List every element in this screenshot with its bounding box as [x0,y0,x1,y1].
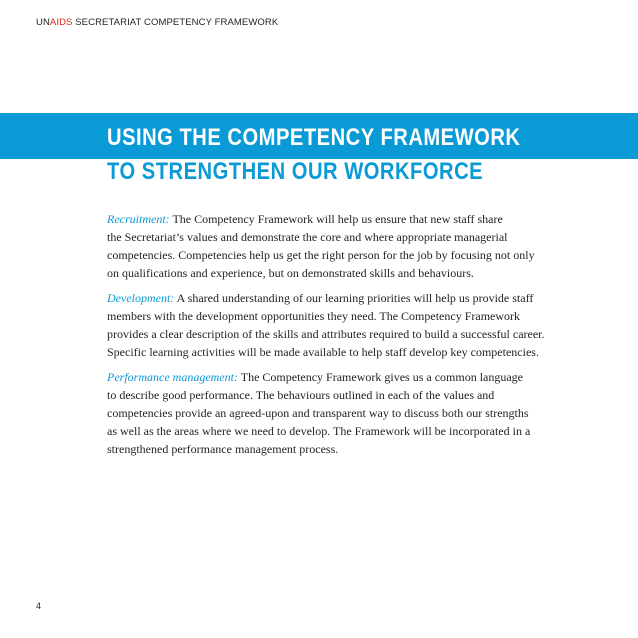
running-header [36,17,278,28]
paragraph-lead-recruitment: Recruitment: [107,212,170,226]
paragraph-text: The Competency Framework gives us a common language [237,370,524,384]
paragraph-development [107,289,545,361]
title-line-2: TO STRENGTHEN OUR WORKFORCE [107,158,484,185]
paragraph-line: Specific learning activities will be made available to help staff develop key competencies. [107,345,539,359]
paragraph-line: on qualifications and experience, but on demonstrated skills and behaviours. [107,266,474,280]
paragraph-line: as well as the areas where we need to develop. The Framework will be incorporated in a [107,424,531,438]
page-number: 4 [36,601,42,611]
paragraph-text: A shared understanding of our learning priorities will help us provide staff [174,291,534,305]
paragraph-line: provides a clear description of the skills and attributes required to build a successful career. [107,327,545,341]
paragraph-line: the Secretariat’s values and demonstrate the core and where appropriate managerial [107,230,508,244]
paragraph-line: strengthened performance management process. [107,442,339,456]
paragraph-lead-performance-management: Performance management: [107,370,238,384]
paragraph-text: The Competency Framework will help us ensure that new staff share [169,212,503,226]
paragraph-line [107,210,537,228]
paragraph-line: to describe good performance. The behaviours outlined in each of the values and [107,388,495,402]
paragraph-line [107,368,537,386]
paragraph-lead-development: Development: [107,291,175,305]
header-brand-aids: AIDS [49,17,73,28]
paragraph-performance-management [107,368,537,458]
header-brand-un: UN [36,17,50,28]
page-title [107,121,520,189]
paragraph-line: competencies provide an agreed-upon and transparent way to discuss both our strengths [107,406,529,420]
title-line-1: USING THE COMPETENCY FRAMEWORK [107,124,521,151]
paragraph-line [107,289,537,307]
header-title: SECRETARIAT COMPETENCY FRAMEWORK [72,17,279,28]
paragraph-line: members with the development opportunities they need. The Competency Framework [107,309,521,323]
paragraph-line: competencies. Competencies help us get the right person for the job by focusing not only [107,248,535,262]
paragraph-recruitment [107,210,537,282]
body-text [107,210,545,465]
